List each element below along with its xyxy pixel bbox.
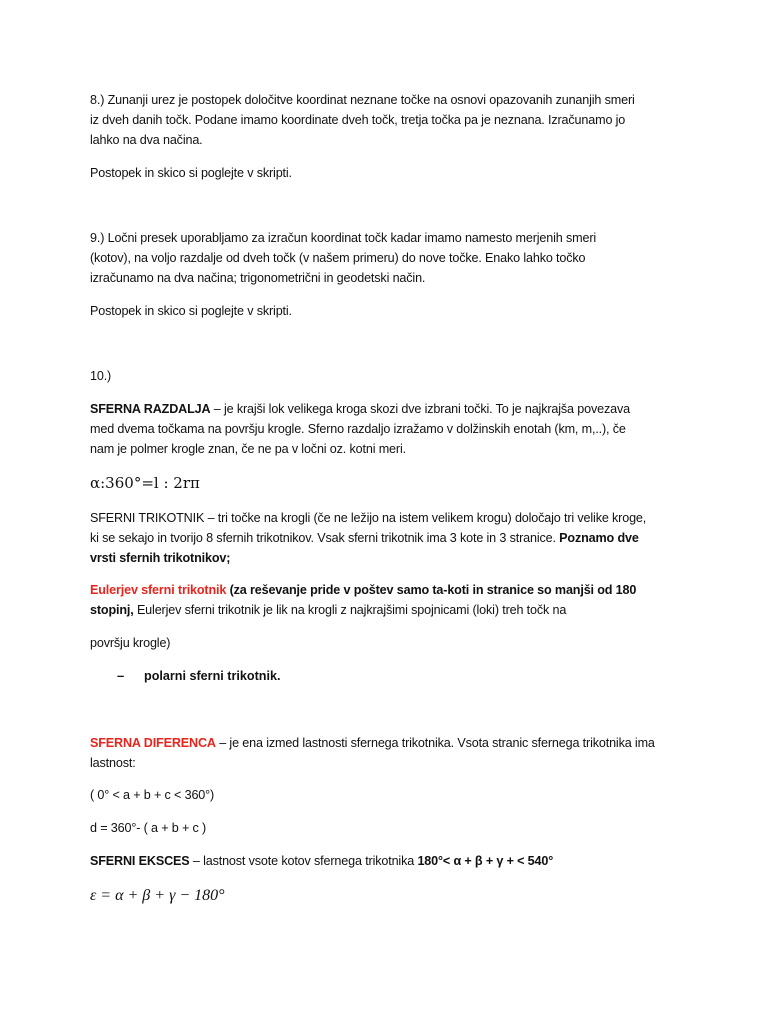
section-9-paragraph bbox=[90, 228, 688, 288]
text-line: 8.) Zunanji urez je postopek določitve koordinat neznane točke na osnovi opazovanih zunanjih smeri bbox=[90, 93, 635, 107]
euler-term: Eulerjev sferni trikotnik bbox=[90, 583, 227, 597]
bullet-dash: – bbox=[117, 668, 125, 683]
formula-spherical-excess: ε = α + β + γ − 180° bbox=[90, 887, 225, 904]
text-line: SFERNA DIFERENCA – je ena izmed lastnosti sfernega trikotnika. Vsota stranic sfernega trikotnika ima bbox=[90, 736, 655, 750]
euler-paragraph-end: površju krogle) bbox=[90, 636, 171, 650]
sferna-razdalja-paragraph bbox=[90, 399, 688, 459]
section-8-note: Postopek in skico si poglejte v skripti. bbox=[90, 166, 292, 180]
sferni-eksces-paragraph: SFERNI EKSCES – lastnost vsote kotov sfernega trikotnika 180°< α + β + γ + < 540° bbox=[90, 854, 554, 868]
text-line: (kotov), na voljo razdalje od dveh točk (v našem primeru) do nove točke. Enako lahko točko bbox=[90, 251, 586, 265]
bullet-polarni: polarni sferni trikotnik. bbox=[144, 669, 281, 683]
formula-difference: d = 360°- ( a + b + c ) bbox=[90, 821, 207, 835]
text-line: vrsti sfernih trikotnikov; bbox=[90, 551, 231, 565]
text-line bbox=[90, 399, 688, 419]
sferna-razdalja-term: SFERNA RAZDALJA bbox=[90, 402, 211, 416]
text-line: nam je polmer krogle znan, če ne pa v ločni oz. kotni meri. bbox=[90, 442, 406, 456]
euler-paragraph bbox=[90, 580, 688, 620]
section-8-paragraph bbox=[90, 90, 688, 150]
sferna-diferenca-paragraph bbox=[90, 733, 688, 773]
text-line: iz dveh danih točk. Podane imamo koordinate dveh točk, tretja točka pa je neznana. Izračunamo jo bbox=[90, 113, 626, 127]
sferna-razdalja-def: – je krajši lok velikega kroga skozi dve izbrani točki. To je najkrajša povezava bbox=[210, 402, 630, 416]
text-line: stopinj, Eulerjev sferni trikotnik je lik na krogli z najkrajšimi spojnicami (loki) treh točk na bbox=[90, 603, 567, 617]
sferni-eksces-term: SFERNI EKSCES bbox=[90, 854, 190, 868]
text-line: ki se sekajo in tvorijo 8 sfernih trikotnikov. Vsak sferni trikotnik ima 3 kote in 3 stranice. Poznamo dve bbox=[90, 531, 639, 545]
sferni-trikotnik-paragraph bbox=[90, 508, 688, 568]
text-line: 9.) Ločni presek uporabljamo za izračun koordinat točk kadar imamo namesto merjenih smeri bbox=[90, 231, 597, 245]
text-line: SFERNI TRIKOTNIK – tri točke na krogli (če ne ležijo na istem velikem krogu) določajo tri velike kroge, bbox=[90, 511, 647, 525]
text-line: med dvema točkama na površju krogle. Sferno razdaljo izražamo v dolžinskih enotah (km, m,..), če bbox=[90, 422, 626, 436]
text-line: izračunamo na dva načina; trigonometrični in geodetski način. bbox=[90, 271, 426, 285]
formula-arc-ratio: α:360°=l : 2rπ bbox=[90, 474, 200, 492]
section-9-note: Postopek in skico si poglejte v skripti. bbox=[90, 304, 292, 318]
text-line: lahko na dva načina. bbox=[90, 133, 203, 147]
sferna-diferenca-term: SFERNA DIFERENCA bbox=[90, 736, 216, 750]
inequality-sides: ( 0° < a + b + c < 360°) bbox=[90, 788, 215, 802]
text-line: lastnost: bbox=[90, 756, 136, 770]
section-10-heading: 10.) bbox=[90, 369, 112, 383]
text-line: Eulerjev sferni trikotnik (za reševanje pride v poštev samo ta-koti in stranice so manjši od 180 bbox=[90, 583, 637, 597]
